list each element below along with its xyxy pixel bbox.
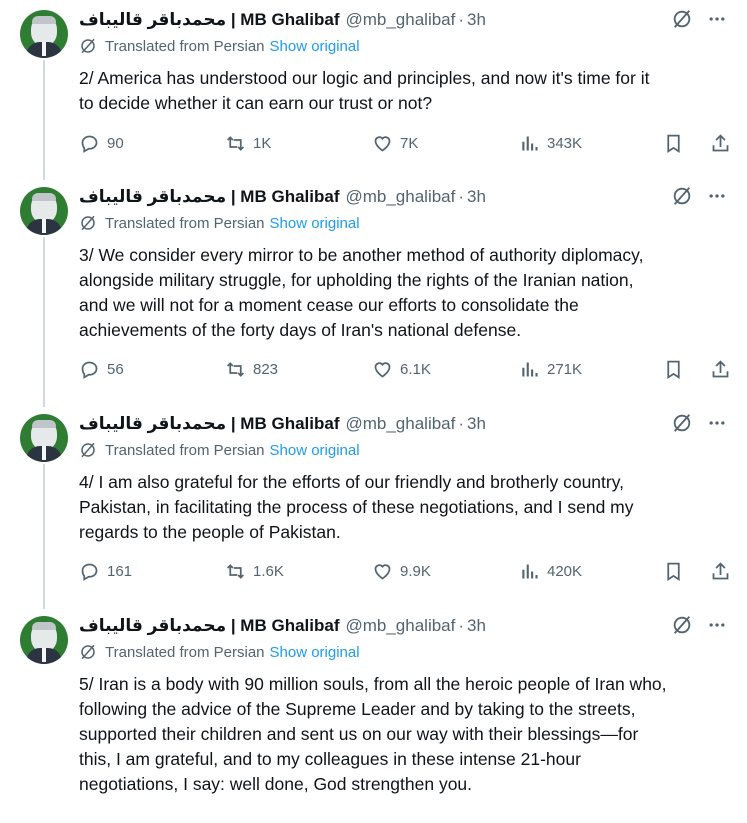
- reply-button[interactable]: [79, 359, 124, 380]
- views-button[interactable]: [519, 133, 582, 154]
- reply-button[interactable]: [79, 133, 124, 154]
- tweet[interactable]: [0, 177, 747, 404]
- like-count: 7K: [400, 135, 419, 152]
- timestamp[interactable]: 3h: [467, 187, 486, 206]
- tweet-actions: [79, 359, 731, 383]
- views-button[interactable]: [519, 561, 582, 582]
- retweet-count: 1K: [253, 135, 272, 152]
- author-name[interactable]: محمدباقر قالیباف | MB Ghalibaf: [79, 616, 340, 635]
- show-original-link[interactable]: Show original: [269, 37, 360, 55]
- tweet[interactable]: [0, 404, 747, 606]
- translation-label: Translated from Persian: [105, 37, 265, 55]
- grok-icon[interactable]: [671, 185, 693, 207]
- retweet-button[interactable]: [225, 561, 284, 582]
- tweet-text: 3/ We consider every mirror to be another method of authority diplomacy, alongside military struggle, for upholding the rights of the Iranian nation, and we will not for a moment cease our efforts to consolidate the achievements of the forty days of Iran's national defense.: [79, 245, 644, 340]
- tweet-header: [79, 8, 486, 32]
- timestamp[interactable]: 3h: [467, 414, 486, 433]
- avatar[interactable]: [20, 616, 68, 664]
- retweet-icon: [225, 133, 246, 154]
- translate-icon: [79, 441, 97, 459]
- author-name[interactable]: محمدباقر قالیباف | MB Ghalibaf: [79, 187, 340, 206]
- tweet[interactable]: [0, 606, 747, 823]
- tweet[interactable]: [0, 0, 747, 180]
- show-original-link[interactable]: Show original: [269, 441, 360, 459]
- avatar[interactable]: [20, 414, 68, 462]
- translate-icon: [79, 37, 97, 55]
- translate-icon: [79, 214, 97, 232]
- like-count: 9.9K: [400, 563, 431, 580]
- more-icon[interactable]: [707, 9, 727, 29]
- reply-count: 90: [107, 135, 124, 152]
- like-button[interactable]: [372, 133, 418, 154]
- show-original-link[interactable]: Show original: [269, 214, 360, 232]
- reply-button[interactable]: [79, 561, 132, 582]
- show-original-link[interactable]: Show original: [269, 643, 360, 661]
- translate-icon: [79, 643, 97, 661]
- views-count: 420K: [547, 563, 583, 580]
- reply-icon: [79, 133, 100, 154]
- grok-icon[interactable]: [671, 8, 693, 30]
- retweet-icon: [225, 561, 246, 582]
- author-name[interactable]: محمدباقر قالیباف | MB Ghalibaf: [79, 414, 340, 433]
- more-icon[interactable]: [707, 615, 727, 635]
- retweet-button[interactable]: [225, 359, 278, 380]
- tweet-text: 4/ I am also grateful for the efforts of our friendly and brotherly country, Pakistan, in facilitating the process of these negotiations, and I send my regards to the people of Pakistan.: [79, 472, 634, 542]
- author-handle[interactable]: @mb_ghalibaf: [345, 616, 456, 635]
- tweet-header: [79, 412, 486, 436]
- grok-icon[interactable]: [671, 614, 693, 636]
- share-icon[interactable]: [710, 561, 731, 582]
- avatar[interactable]: [20, 187, 68, 235]
- translation-label: Translated from Persian: [105, 441, 265, 459]
- like-button[interactable]: [372, 359, 431, 380]
- tweet-actions: [79, 133, 731, 157]
- more-icon[interactable]: [707, 186, 727, 206]
- author-handle[interactable]: @mb_ghalibaf: [345, 414, 456, 433]
- views-icon: [519, 561, 540, 582]
- like-icon: [372, 133, 393, 154]
- translation-label: Translated from Persian: [105, 214, 265, 232]
- author-name[interactable]: محمدباقر قالیباف | MB Ghalibaf: [79, 10, 340, 29]
- separator: ·: [458, 10, 465, 29]
- tweet-text: 2/ America has understood our logic and principles, and now it's time for it to decide whether it can earn our trust or not?: [79, 68, 650, 113]
- author-handle[interactable]: @mb_ghalibaf: [345, 10, 456, 29]
- separator: ·: [458, 187, 465, 206]
- bookmark-icon[interactable]: [663, 359, 684, 380]
- reply-icon: [79, 359, 100, 380]
- share-icon[interactable]: [710, 359, 731, 380]
- views-icon: [519, 359, 540, 380]
- tweet-header: [79, 614, 486, 638]
- views-icon: [519, 133, 540, 154]
- retweet-count: 1.6K: [253, 563, 284, 580]
- like-icon: [372, 359, 393, 380]
- translation-notice: [79, 440, 360, 460]
- views-count: 271K: [547, 361, 583, 378]
- tweet-actions: [79, 561, 731, 585]
- reply-count: 161: [107, 563, 133, 580]
- translation-label: Translated from Persian: [105, 643, 265, 661]
- separator: ·: [458, 616, 465, 635]
- like-icon: [372, 561, 393, 582]
- more-icon[interactable]: [707, 413, 727, 433]
- author-handle[interactable]: @mb_ghalibaf: [345, 187, 456, 206]
- translation-notice: [79, 36, 360, 56]
- bookmark-icon[interactable]: [663, 133, 684, 154]
- timestamp[interactable]: 3h: [467, 10, 486, 29]
- translation-notice: [79, 213, 360, 233]
- separator: ·: [458, 414, 465, 433]
- share-icon[interactable]: [710, 133, 731, 154]
- translation-notice: [79, 642, 360, 662]
- bookmark-icon[interactable]: [663, 561, 684, 582]
- retweet-count: 823: [253, 361, 279, 378]
- grok-icon[interactable]: [671, 412, 693, 434]
- views-button[interactable]: [519, 359, 582, 380]
- views-count: 343K: [547, 135, 583, 152]
- reply-count: 56: [107, 361, 124, 378]
- like-button[interactable]: [372, 561, 431, 582]
- retweet-icon: [225, 359, 246, 380]
- timestamp[interactable]: 3h: [467, 616, 486, 635]
- reply-icon: [79, 561, 100, 582]
- avatar[interactable]: [20, 10, 68, 58]
- like-count: 6.1K: [400, 361, 431, 378]
- tweet-text: 5/ Iran is a body with 90 million souls, from all the heroic people of Iran who, following the advice of the Supreme Leader and by taking to the streets, supported their children and sent us on our way with their blessings—for this, I am grateful, and to my colleagues in these intense 21-hour negotiations, I say: well done, God strengthen you.: [79, 674, 667, 794]
- retweet-button[interactable]: [225, 133, 271, 154]
- tweet-header: [79, 185, 486, 209]
